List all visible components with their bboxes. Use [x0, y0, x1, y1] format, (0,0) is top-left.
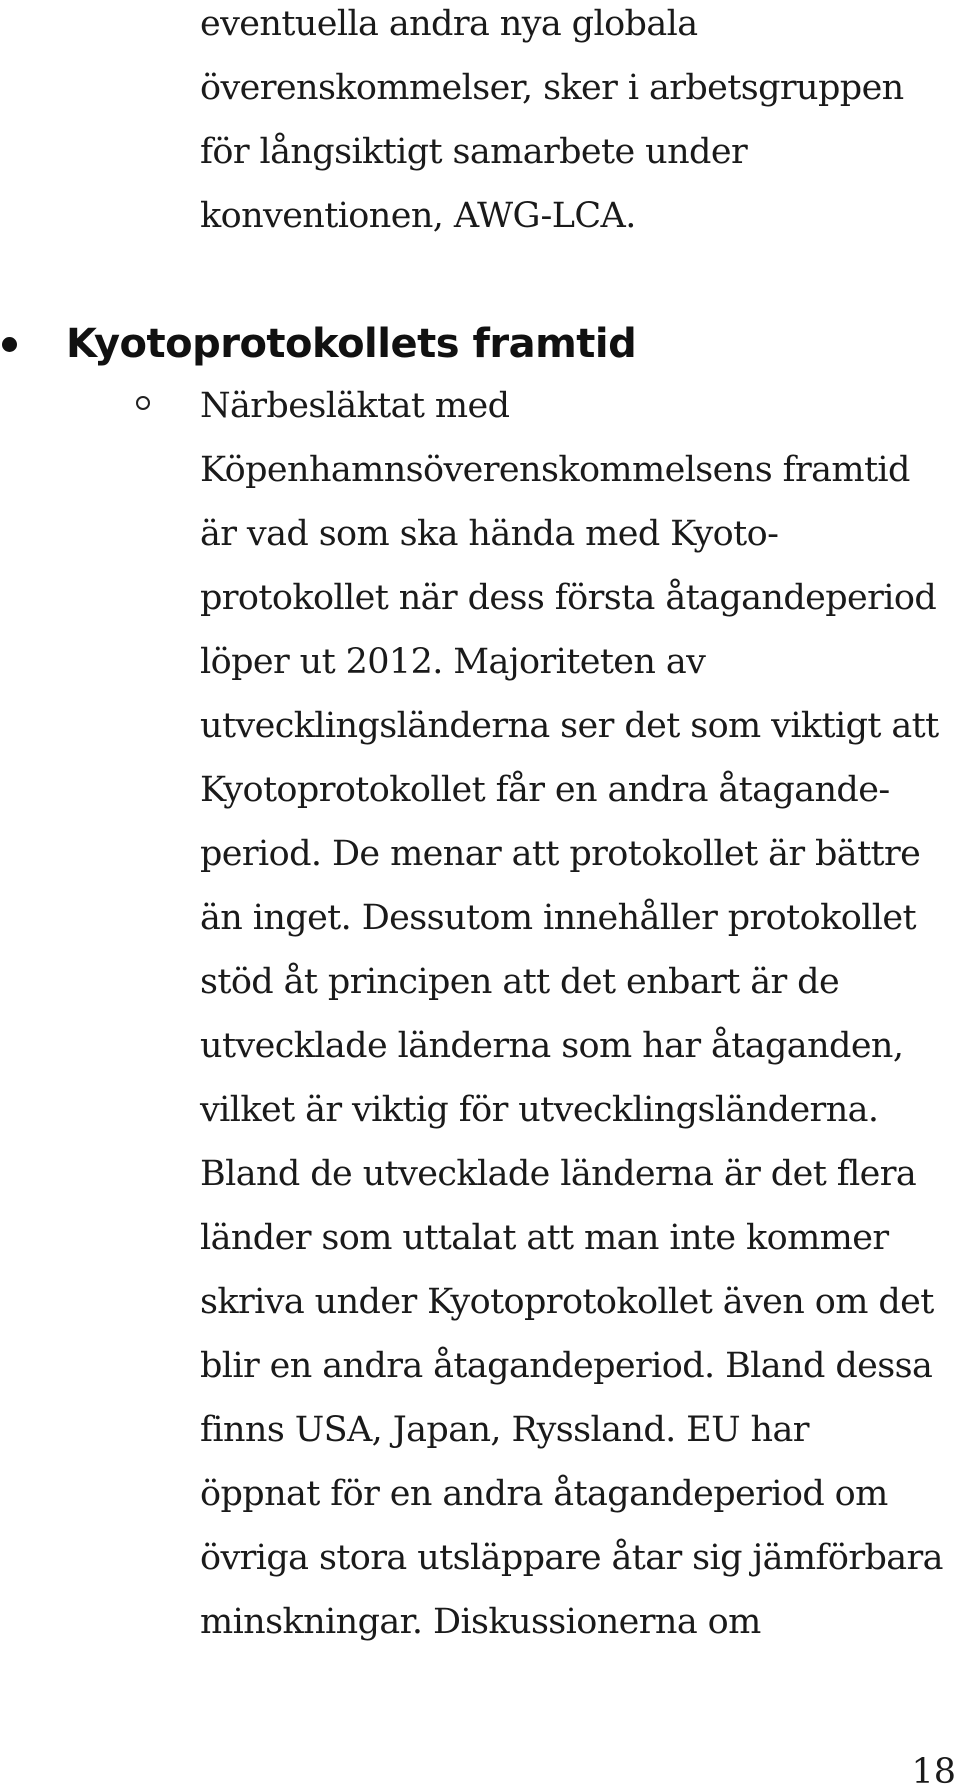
body-line: Köpenhamnsöverenskommelsens framtid	[200, 450, 910, 490]
body-line: stöd åt principen att det enbart är de	[200, 962, 840, 1002]
intro-line: för långsiktigt samarbete under	[200, 132, 748, 172]
body-line: är vad som ska hända med Kyoto-	[200, 514, 779, 554]
body-line: Närbesläktat med	[200, 386, 510, 426]
bullet-dot-icon	[2, 337, 17, 352]
body-line: period. De menar att protokollet är bättre	[200, 834, 921, 874]
body-line: löper ut 2012. Majoriteten av	[200, 642, 706, 682]
intro-line: konventionen, AWG-LCA.	[200, 196, 636, 236]
body-line: övriga stora utsläppare åtar sig jämförbara	[200, 1538, 943, 1578]
section-heading: Kyotoprotokollets framtid	[66, 321, 637, 367]
body-line: protokollet när dess första åtagandeperiod	[200, 578, 937, 618]
body-line: skriva under Kyotoprotokollet även om det	[200, 1282, 934, 1322]
body-line: finns USA, Japan, Ryssland. EU har	[200, 1410, 809, 1450]
body-line: Kyotoprotokollet får en andra åtagande-	[200, 770, 890, 810]
body-line: utvecklade länderna som har åtaganden,	[200, 1026, 904, 1066]
intro-line: överenskommelser, sker i arbetsgruppen	[200, 68, 904, 108]
body-line: vilket är viktig för utvecklingsländerna.	[200, 1090, 879, 1130]
hollow-circle-bullet-icon	[136, 396, 150, 410]
intro-line: eventuella andra nya globala	[200, 4, 698, 44]
body-line: länder som uttalat att man inte kommer	[200, 1218, 889, 1258]
body-line: minskningar. Diskussionerna om	[200, 1602, 761, 1642]
body-line: än inget. Dessutom innehåller protokollet	[200, 898, 916, 938]
body-line: blir en andra åtagandeperiod. Bland dessa	[200, 1346, 933, 1386]
body-line: öppnat för en andra åtagandeperiod om	[200, 1474, 888, 1514]
body-line: Bland de utvecklade länderna är det flera	[200, 1154, 917, 1194]
page-number: 18	[911, 1752, 956, 1792]
body-line: utvecklingsländerna ser det som viktigt att	[200, 706, 939, 746]
